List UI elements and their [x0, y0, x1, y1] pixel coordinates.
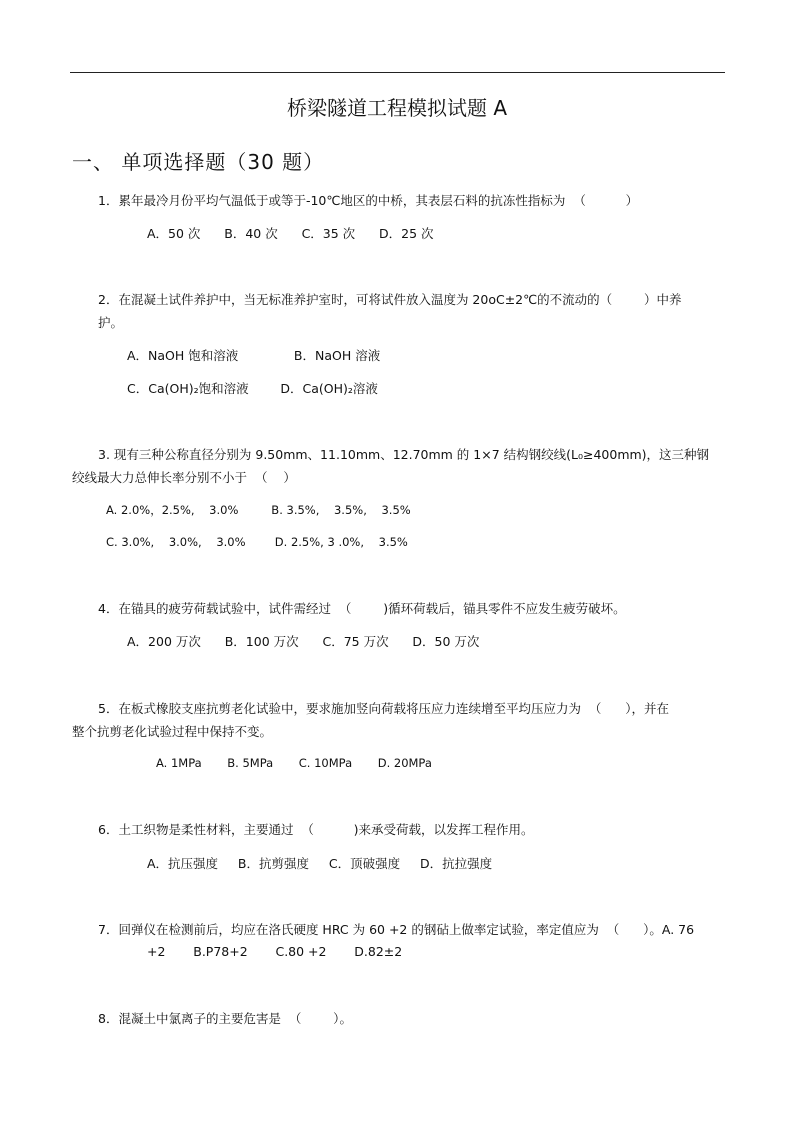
question-6-stem: 6．土工织物是柔性材料，主要通过 （ )来承受荷载，以发挥工程作用。 [98, 822, 534, 837]
question-3-options-row-2: C. 3.0%, 3.0%, 3.0% D. 2.5%, 3 .0%, 3.5% [106, 535, 408, 549]
question-4-options: A．200 万次 B．100 万次 C．75 万次 D．50 万次 [127, 634, 480, 649]
question-2-stem-line-1: 2．在混凝土试件养护中，当无标准养护室时，可将试件放入温度为 20oC±2℃的不流动的（ ）中养 [98, 292, 682, 307]
section-heading: 一、 单项选择题（30 题） [72, 150, 325, 174]
question-8-stem: 8．混凝土中氯离子的主要危害是 （ ）。 [98, 1011, 352, 1026]
header-rule [70, 72, 725, 73]
question-3-options-row-1: A. 2.0%，2.5%, 3.0% B. 3.5%, 3.5%, 3.5% [106, 503, 411, 517]
question-2-options-row-1: A．NaOH 饱和溶液 B．NaOH 溶液 [127, 348, 381, 363]
question-5-stem-line-1: 5．在板式橡胶支座抗剪老化试验中，要求施加竖向荷载将压应力连续增至平均压应力为 （ ），并在 [98, 701, 669, 716]
question-7-stem-line-1: 7．回弹仪在检测前后，均应在洛氏硬度 HRC 为 60 +2 的钢砧上做率定试验，率定值应为 （ ）。A. 76 [98, 922, 695, 937]
question-1-options: A．50 次 B．40 次 C．35 次 D．25 次 [147, 226, 434, 241]
question-5-options: A. 1MPa B. 5MPa C. 10MPa D. 20MPa [156, 756, 432, 770]
question-2-options-row-2: C．Ca(OH)₂饱和溶液 D．Ca(OH)₂溶液 [127, 381, 378, 396]
question-1-stem: 1．累年最冷月份平均气温低于或等于-10℃地区的中桥，其表层石料的抗冻性指标为 （ ） [98, 193, 639, 208]
exam-title: 桥梁隧道工程模拟试题 A [286, 96, 508, 120]
question-6-options: A．抗压强度 B．抗剪强度 C．顶破强度 D．抗拉强度 [147, 856, 493, 871]
question-2-stem-line-2: 护。 [98, 315, 124, 330]
question-4-stem: 4．在锚具的疲劳荷载试验中，试件需经过 （ )循环荷载后，锚具零件不应发生疲劳破坏。 [98, 601, 626, 616]
question-3-stem-line-2: 绞线最大力总伸长率分别不小于 （ ） [72, 470, 296, 485]
question-3-stem-line-1: 3. 现有三种公称直径分别为 9.50mm、11.10mm、12.70mm 的 1×7 结构钢绞线(L₀≥400mm)，这三种钢 [98, 447, 710, 462]
question-7-stem-line-2: +2 B.P78+2 C.80 +2 D.82±2 [147, 944, 403, 959]
question-5-stem-line-2: 整个抗剪老化试验过程中保持不变。 [72, 724, 273, 739]
